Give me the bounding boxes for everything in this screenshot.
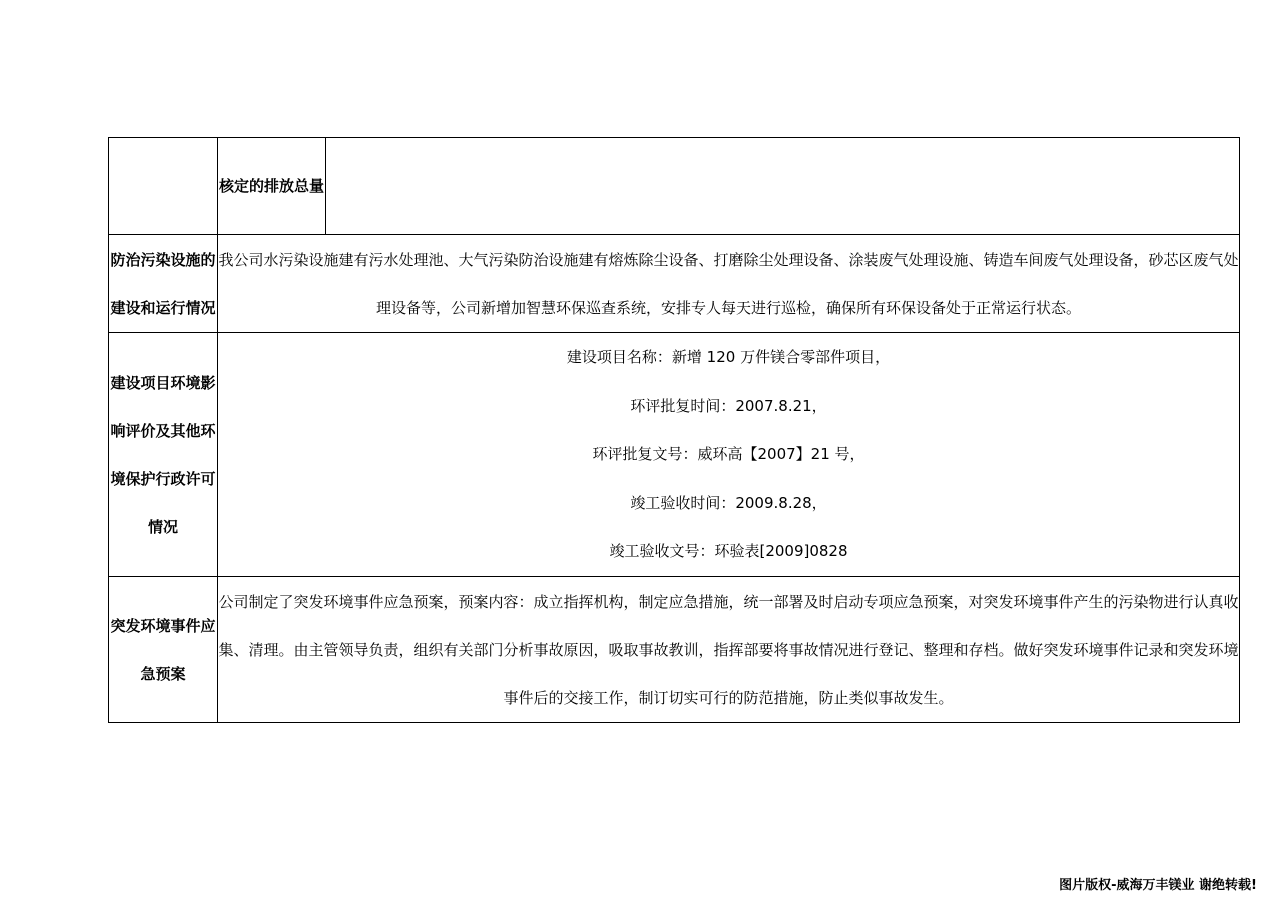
emergency-plan-label: 突发环境事件应急预案 <box>109 577 218 723</box>
table-row-emission-total <box>109 138 1240 235</box>
empty-label-cell <box>109 138 218 235</box>
eia-approval-date-line: 环评批复时间：2007.8.21， <box>630 396 827 415</box>
environment-info-table <box>108 137 1240 723</box>
table-row-eia-permits <box>109 333 1240 577</box>
project-name-line: 建设项目名称：新增 120 万件镁合零部件项目， <box>566 348 891 367</box>
approved-emission-total-label: 核定的排放总量 <box>218 138 326 235</box>
table-row-pollution-facilities <box>109 235 1240 333</box>
eia-permits-label: 建设项目环境影响评价及其他环境保护行政许可情况 <box>109 333 218 577</box>
copyright-notice: 图片版权-威海万丰镁业 谢绝转载! <box>1059 878 1257 893</box>
emergency-plan-value: 公司制定了突发环境事件应急预案，预案内容：成立指挥机构，制定应急措施，统一部署及时启动专项应急预案，对突发环境事件产生的污染物进行认真收集、清理。由主管领导负责，组织有关部门分析事故原因，吸取事故教训，指挥部要将事故情况进行登记、整理和存档。做好突发环境事件记录和突发环境事件后的交接工作，制订切实可行的防范措施，防止类似事故发生。 <box>218 577 1240 723</box>
completion-acceptance-number-line: 竣工验收文号：环验表[2009]0828 <box>609 542 848 561</box>
eia-permits-value <box>218 333 1240 577</box>
pollution-facilities-label: 防治污染设施的建设和运行情况 <box>109 235 218 333</box>
pollution-facilities-value: 我公司水污染设施建有污水处理池、大气污染防治设施建有熔炼除尘设备、打磨除尘处理设备、涂装废气处理设施、铸造车间废气处理设备，砂芯区废气处理设备等，公司新增加智慧环保巡查系统，安排专人每天进行巡检，确保所有环保设备处于正常运行状态。 <box>218 235 1240 333</box>
completion-acceptance-date-line: 竣工验收时间：2009.8.28， <box>630 493 827 512</box>
approved-emission-total-value <box>326 138 1240 235</box>
eia-approval-number-line: 环评批复文号：威环高【2007】21 号， <box>592 445 865 464</box>
table-row-emergency-plan <box>109 577 1240 723</box>
